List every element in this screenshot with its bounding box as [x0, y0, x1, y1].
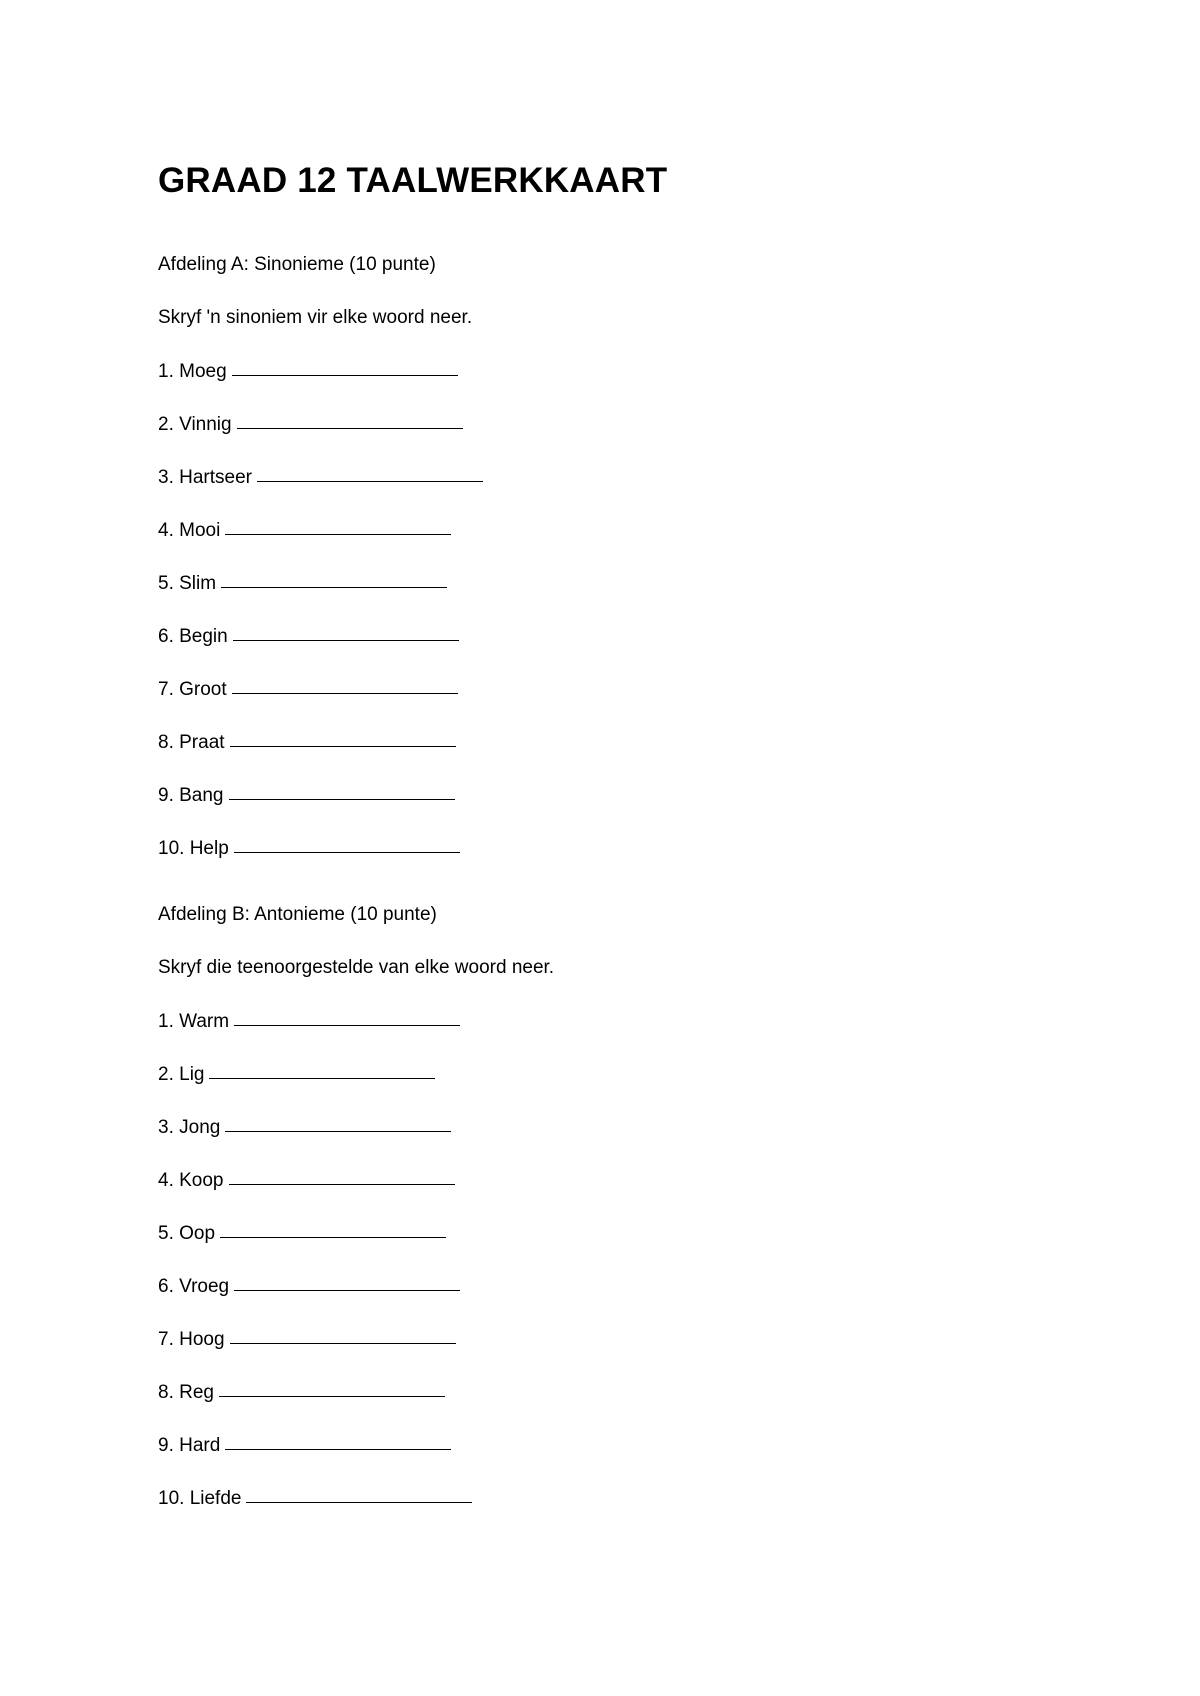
list-item	[158, 414, 1200, 436]
list-item	[158, 1329, 1200, 1351]
item-word: 6. Vroeg	[158, 1276, 230, 1297]
item-word: 10. Liefde	[158, 1488, 242, 1509]
answer-line[interactable]	[209, 1077, 435, 1079]
list-item	[158, 838, 1200, 860]
item-word: 8. Reg	[158, 1382, 214, 1403]
section-instruction: Skryf die teenoorgestelde van elke woord neer.	[158, 957, 555, 978]
item-word: 4. Koop	[158, 1170, 224, 1191]
answer-line[interactable]	[257, 480, 483, 482]
antonym-list	[158, 1011, 1200, 1510]
list-item	[158, 520, 1200, 542]
answer-line[interactable]	[234, 851, 460, 853]
item-word: 2. Vinnig	[158, 414, 232, 435]
answer-line[interactable]	[232, 692, 458, 694]
item-word: 3. Jong	[158, 1117, 221, 1138]
answer-line[interactable]	[229, 1183, 455, 1185]
item-word: 2. Lig	[158, 1064, 205, 1085]
answer-line[interactable]	[225, 1130, 451, 1132]
section-heading: Afdeling A: Sinonieme (10 punte)	[158, 254, 436, 275]
item-word: 8. Praat	[158, 732, 225, 753]
item-word: 4. Mooi	[158, 520, 221, 541]
section-instruction: Skryf 'n sinoniem vir elke woord neer.	[158, 307, 473, 328]
answer-line[interactable]	[225, 533, 451, 535]
item-word: 5. Slim	[158, 573, 217, 594]
item-word: 5. Oop	[158, 1223, 216, 1244]
list-item	[158, 679, 1200, 701]
item-word: 9. Hard	[158, 1435, 221, 1456]
synonym-list	[158, 361, 1200, 860]
list-item	[158, 1382, 1200, 1404]
list-item	[158, 1223, 1200, 1245]
answer-line[interactable]	[230, 745, 456, 747]
item-word: 1. Warm	[158, 1011, 230, 1032]
list-item	[158, 361, 1200, 383]
answer-line[interactable]	[219, 1395, 445, 1397]
section-heading: Afdeling B: Antonieme (10 punte)	[158, 904, 437, 925]
list-item	[158, 1064, 1200, 1086]
list-item	[158, 467, 1200, 489]
answer-line[interactable]	[230, 1342, 456, 1344]
answer-line[interactable]	[225, 1448, 451, 1450]
answer-line[interactable]	[246, 1501, 472, 1503]
list-item	[158, 1435, 1200, 1457]
answer-line[interactable]	[221, 586, 447, 588]
answer-line[interactable]	[237, 427, 463, 429]
item-word: 1. Moeg	[158, 361, 227, 382]
item-word: 7. Hoog	[158, 1329, 225, 1350]
item-word: 9. Bang	[158, 785, 224, 806]
item-word: 10. Help	[158, 838, 229, 859]
section-antonyms	[158, 904, 1200, 1510]
list-item	[158, 1011, 1200, 1033]
item-word: 3. Hartseer	[158, 467, 252, 488]
list-item	[158, 1276, 1200, 1298]
answer-line[interactable]	[234, 1024, 460, 1026]
item-word: 7. Groot	[158, 679, 227, 700]
list-item	[158, 573, 1200, 595]
section-synonyms	[158, 254, 1200, 860]
list-item	[158, 785, 1200, 807]
list-item	[158, 732, 1200, 754]
answer-line[interactable]	[232, 374, 458, 376]
list-item	[158, 1488, 1200, 1510]
answer-line[interactable]	[229, 798, 455, 800]
list-item	[158, 626, 1200, 648]
answer-line[interactable]	[234, 1289, 460, 1291]
answer-line[interactable]	[233, 639, 459, 641]
worksheet-title: GRAAD 12 TAALWERKKAART	[158, 161, 668, 200]
item-word: 6. Begin	[158, 626, 228, 647]
list-item	[158, 1117, 1200, 1139]
list-item	[158, 1170, 1200, 1192]
answer-line[interactable]	[220, 1236, 446, 1238]
